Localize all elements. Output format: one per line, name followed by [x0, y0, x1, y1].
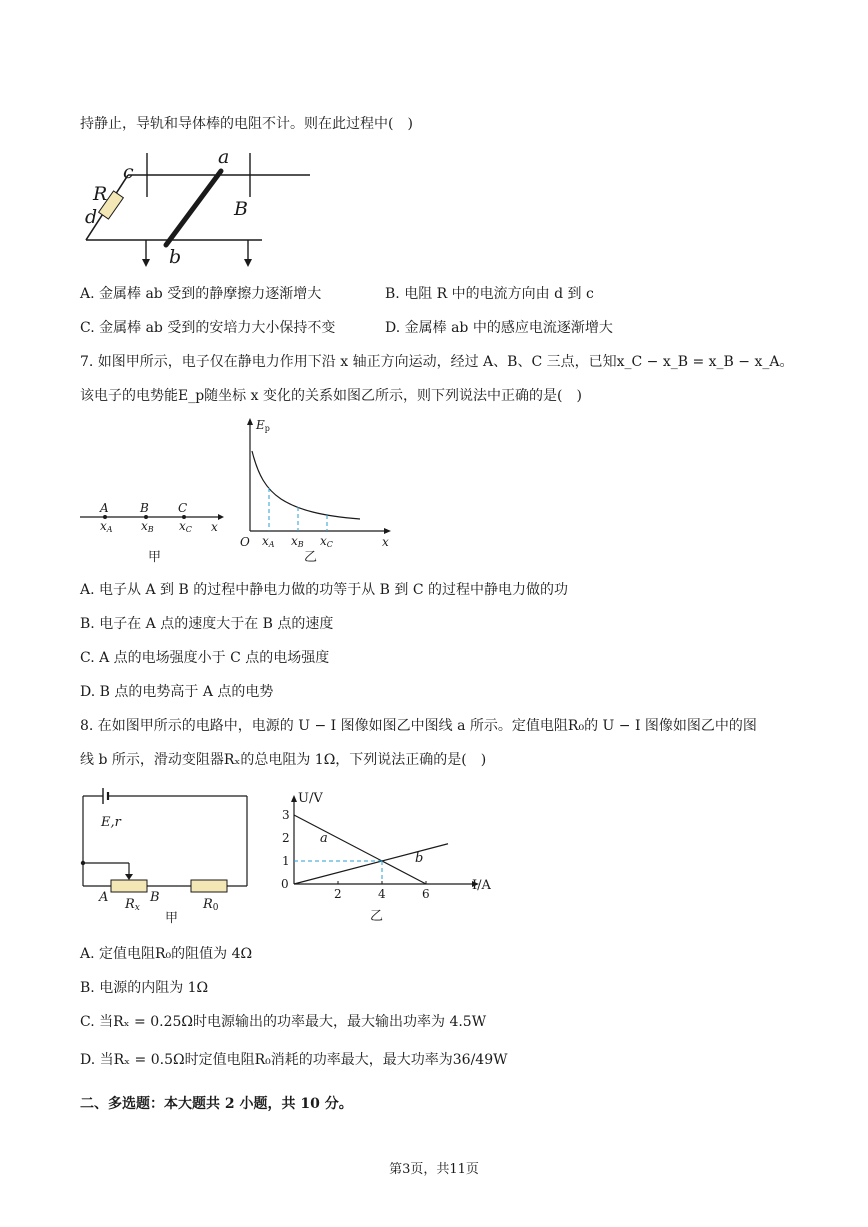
- label-origin: O: [240, 535, 250, 549]
- label-source: E,r: [101, 815, 121, 830]
- label-R: R: [93, 183, 108, 205]
- y-tick-label: 2: [282, 831, 290, 845]
- q6-figure: [80, 145, 320, 270]
- label-xb: xB: [141, 519, 154, 534]
- q8-circuit: [75, 786, 255, 926]
- label-xa: xA: [100, 519, 113, 534]
- q6-option-b[interactable]: B. 电阻 R 中的电流方向由 d 到 c: [385, 286, 594, 302]
- rheostat-rx: [111, 880, 147, 892]
- q6-option-d[interactable]: D. 金属棒 ab 中的感应电流逐渐增大: [385, 320, 613, 336]
- x-tick-label: 6: [422, 887, 430, 901]
- q7-line1: 7. 如图甲所示，电子仅在静电力作用下沿 x 轴正方向运动，经过 A、B、C 三点，已知x_C − x_B = x_B − x_A。: [80, 354, 794, 370]
- label-point-a: A: [100, 501, 109, 515]
- q8-line1: 8. 在如图甲所示的电路中，电源的 U − I 图像如图乙中图线 a 所示。定值电阻R₀的 U − I 图像如图乙中的图: [80, 718, 757, 734]
- x-tick-label: 2: [334, 887, 342, 901]
- label-x-right: x: [382, 535, 389, 549]
- caption-yi-8: 乙: [370, 909, 384, 924]
- label-b: b: [169, 246, 182, 268]
- label-a: a: [218, 146, 230, 168]
- label-B: B: [234, 198, 248, 220]
- arrow-right-head: [244, 259, 252, 267]
- label-xb-r: xB: [291, 534, 304, 549]
- q8-option-b[interactable]: B. 电源的内阻为 1Ω: [80, 980, 209, 996]
- label-end-a: A: [99, 890, 109, 905]
- label-r0: R0: [203, 897, 219, 913]
- q6-option-a[interactable]: A. 金属棒 ab 受到的静摩擦力逐渐增大: [80, 286, 322, 302]
- x-tick-label: 4: [378, 887, 386, 901]
- label-d: d: [85, 206, 98, 228]
- label-end-b: B: [150, 890, 160, 905]
- q7-option-c[interactable]: C. A 点的电场强度小于 C 点的电场强度: [80, 650, 330, 666]
- q8-option-c[interactable]: C. 当Rₓ = 0.25Ω时电源输出的功率最大，最大输出功率为 4.5W: [80, 1014, 487, 1030]
- caption-yi: 乙: [304, 550, 318, 565]
- q8-option-a[interactable]: A. 定值电阻R₀的阻值为 4Ω: [80, 946, 253, 962]
- label-point-c: C: [178, 501, 188, 515]
- q7-figure-left: [78, 495, 228, 565]
- y-tick-label: 1: [282, 854, 290, 868]
- label-xa-r: xA: [262, 534, 275, 549]
- x-axis-arrow: [384, 528, 391, 534]
- label-rx: Rx: [125, 897, 140, 913]
- label-c: c: [123, 161, 134, 183]
- y-tick-label: 3: [282, 808, 290, 822]
- x-axis-arrow: [218, 514, 224, 520]
- ep-curve: [252, 451, 360, 519]
- label-xc: xC: [179, 519, 192, 534]
- rod-ab: [166, 171, 221, 245]
- label-point-b: B: [140, 501, 149, 515]
- label-xc-r: xC: [320, 534, 333, 549]
- series-line-b: [294, 844, 448, 884]
- q7-line2: 该电子的电势能E_p随坐标 x 变化的关系如图乙所示，则下列说法中正确的是( ): [80, 388, 582, 404]
- section-heading: 二、多选题：本大题共 2 小题，共 10 分。: [80, 1096, 353, 1112]
- slider-head: [125, 874, 133, 880]
- label-x-axis: x: [211, 520, 218, 534]
- caption-jia-8: 甲: [165, 911, 179, 926]
- q7-option-a[interactable]: A. 电子从 A 到 B 的过程中静电力做的功等于从 B 到 C 的过程中静电力做的功: [80, 582, 569, 598]
- q8-line2: 线 b 所示，滑动变阻器Rₓ的总电阻为 1Ω，下列说法正确的是( ): [80, 752, 487, 768]
- arrow-left-head: [142, 259, 150, 267]
- label-ia: I/A: [472, 878, 491, 893]
- page-footer: 第3页，共11页: [389, 1162, 479, 1177]
- series-line-a: [294, 815, 426, 884]
- label-uv: U/V: [298, 791, 323, 806]
- q8-graph: [278, 786, 508, 936]
- q7-option-d[interactable]: D. B 点的电势高于 A 点的电势: [80, 684, 274, 700]
- y-axis-arrow: [247, 418, 253, 425]
- intro-text: 持静止，导轨和导体棒的电阻不计。则在此过程中( ): [80, 116, 413, 132]
- label-origin-8: 0: [281, 877, 289, 891]
- resistor-r0: [191, 880, 227, 892]
- q8-option-d[interactable]: D. 当Rₓ = 0.5Ω时定值电阻R₀消耗的功率最大，最大功率为36/49W: [80, 1052, 508, 1068]
- label-ep: Ep: [256, 418, 270, 433]
- q6-option-c[interactable]: C. 金属棒 ab 受到的安培力大小保持不变: [80, 320, 336, 336]
- label-line-b: b: [415, 851, 424, 866]
- caption-jia: 甲: [148, 550, 162, 565]
- y-axis-arrow: [291, 795, 297, 802]
- label-line-a: a: [320, 831, 328, 846]
- q7-figure-right: [236, 415, 396, 575]
- q7-option-b[interactable]: B. 电子在 A 点的速度大于在 B 点的速度: [80, 616, 334, 632]
